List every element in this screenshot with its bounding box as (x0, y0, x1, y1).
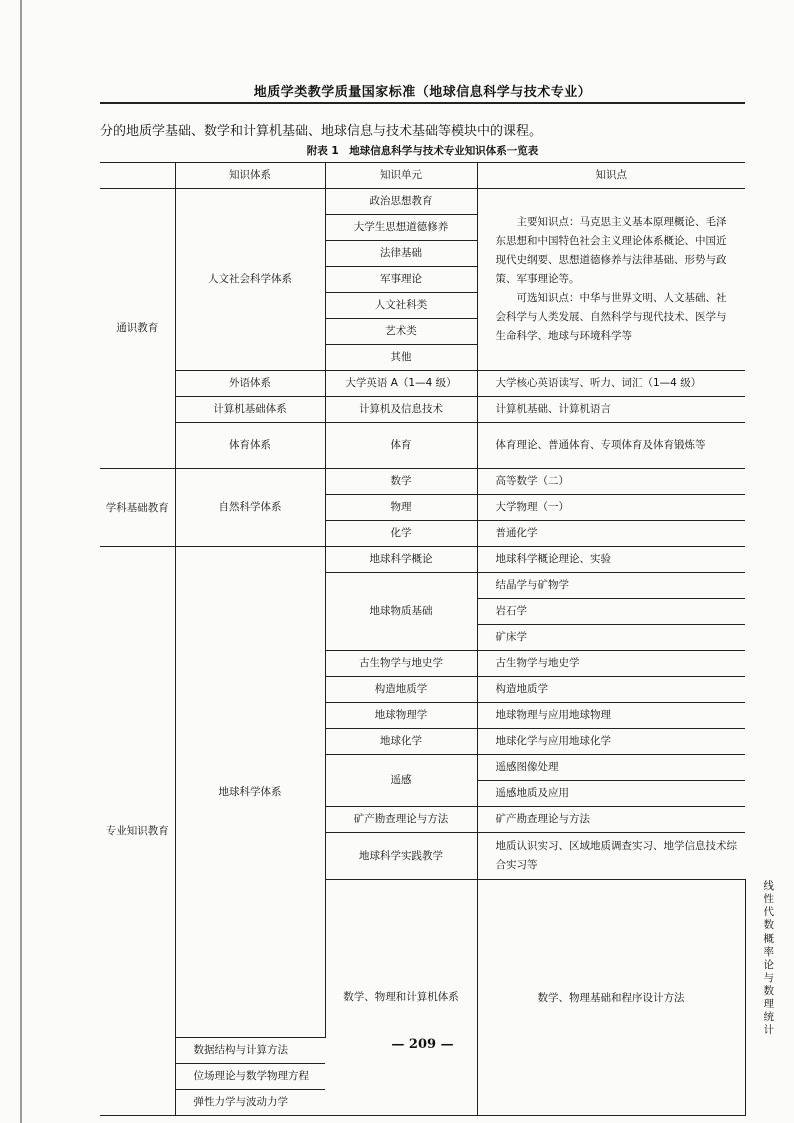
point-cell: 地球化学与应用地球化学 (477, 729, 745, 755)
point-cell: 构造地质学 (477, 677, 745, 703)
point-cell: 古生物学与地史学 (477, 651, 745, 677)
point-language: 大学核心英语读写、听力、词汇（1—4 级） (477, 371, 745, 397)
point-cell: 遥感图像处理 (477, 755, 745, 781)
unit-cell: 古生物学与地史学 (325, 651, 477, 677)
page-number: — 209 — (391, 1037, 454, 1052)
point-cell: 岩石学 (477, 599, 745, 625)
table-row (100, 371, 745, 397)
knowledge-system-table-wrap (100, 162, 774, 1116)
unit-cell: 人文社科类 (325, 293, 477, 319)
unit-cell: 法律基础 (325, 241, 477, 267)
point-earth-intro: 地球科学概论理论、实验 (477, 547, 745, 573)
header-category (100, 163, 175, 189)
table-header-row (100, 163, 745, 189)
scan-left-edge (20, 0, 22, 1123)
unit-pe: 体育 (325, 423, 477, 469)
table-row (100, 189, 745, 215)
point-computer: 计算机基础、计算机语言 (477, 397, 745, 423)
unit-cell: 物理 (325, 495, 477, 521)
knowledge-system-table (100, 162, 774, 1116)
point-cell: 地球物理与应用地球物理 (477, 703, 745, 729)
unit-practice: 地球科学实践教学 (325, 833, 477, 880)
system-pe: 体育体系 (175, 423, 325, 469)
points-humanities-optional: 可选知识点：中华与世界文明、人文基础、社会科学与人类发展、自然科学与现代技术、医学与生命科学、地球与环境科学等 (495, 292, 727, 342)
point-cell: 位场理论与数学物理方程 (175, 1064, 325, 1090)
unit-cell: 其他 (325, 345, 477, 371)
unit-cell: 大学生思想道德修养 (325, 215, 477, 241)
unit-cell: 地球化学 (325, 729, 477, 755)
header-rule (100, 102, 745, 104)
unit-cell: 化学 (325, 521, 477, 547)
system-computer: 计算机基础体系 (175, 397, 325, 423)
unit-computer: 计算机及信息技术 (325, 397, 477, 423)
unit-earth-material: 地球物质基础 (325, 573, 477, 651)
unit-remote-sensing: 遥感 (325, 755, 477, 807)
point-cell: 结晶学与矿物学 (477, 573, 745, 599)
system-humanities: 人文社会科学体系 (175, 189, 325, 371)
table-caption: 附表 1 地球信息科学与技术专业知识体系一览表 (306, 145, 539, 157)
table-row (100, 547, 745, 573)
points-humanities-main: 主要知识点：马克思主义基本原理概论、毛泽东思想和中国特色社会主义理论体系概论、中国近现代史纲要、思想道德修养与法律基础、形势与政策、军事理论等。 (495, 216, 727, 285)
unit-language: 大学英语 A（1—4 级） (325, 371, 477, 397)
point-cell: 数据结构与计算方法 (175, 1038, 325, 1064)
point-cell: 普通化学 (477, 521, 745, 547)
points-humanities (477, 189, 745, 371)
unit-cell: 军事理论 (325, 267, 477, 293)
unit-mineral: 矿产勘查理论与方法 (325, 807, 477, 833)
category-general: 通识教育 (100, 189, 175, 469)
point-cell: 大学物理（一） (477, 495, 745, 521)
header-unit: 知识单元 (325, 163, 477, 189)
intro-text: 分的地质学基础、数学和计算机基础、地球信息与技术基础等模块中的课程。 (100, 124, 543, 139)
header-system: 知识体系 (175, 163, 325, 189)
point-cell: 弹性力学与波动力学 (175, 1090, 325, 1116)
unit-cell: 艺术类 (325, 319, 477, 345)
system-natural: 自然科学体系 (175, 469, 325, 547)
category-subject: 学科基础教育 (100, 469, 175, 547)
unit-cell: 政治思想教育 (325, 189, 477, 215)
unit-cell: 地球物理学 (325, 703, 477, 729)
header-point: 知识点 (477, 163, 745, 189)
system-math: 数学、物理和计算机体系 (325, 880, 477, 1116)
unit-cell: 数学 (325, 469, 477, 495)
table-row: 数学、物理和计算机体系 数学、物理基础和程序设计方法 线性代数 (100, 880, 745, 933)
point-cell: 矿床学 (477, 625, 745, 651)
system-earth: 地球科学体系 (175, 547, 325, 1038)
table-row (100, 397, 745, 423)
table-row: 概率论与数理统计 (763, 933, 774, 1036)
system-language: 外语体系 (175, 371, 325, 397)
table-row (100, 469, 745, 495)
unit-math: 数学、物理基础和程序设计方法 (477, 880, 745, 1116)
point-practice: 地质认识实习、区域地质调查实习、地学信息技术综合实习等 (477, 833, 745, 880)
point-mineral: 矿产勘查理论与方法 (477, 807, 745, 833)
unit-cell: 构造地质学 (325, 677, 477, 703)
point-pe: 体育理论、普通体育、专项体育及体育锻炼等 (477, 423, 745, 469)
point-cell: 高等数学（二） (477, 469, 745, 495)
unit-earth-intro: 地球科学概论 (325, 547, 477, 573)
table-row (100, 423, 745, 469)
running-header: 地质学类教学质量国家标准（地球信息科学与技术专业） (253, 85, 592, 100)
point-cell: 遥感地质及应用 (477, 781, 745, 807)
category-major: 专业知识教育 (100, 547, 175, 1116)
